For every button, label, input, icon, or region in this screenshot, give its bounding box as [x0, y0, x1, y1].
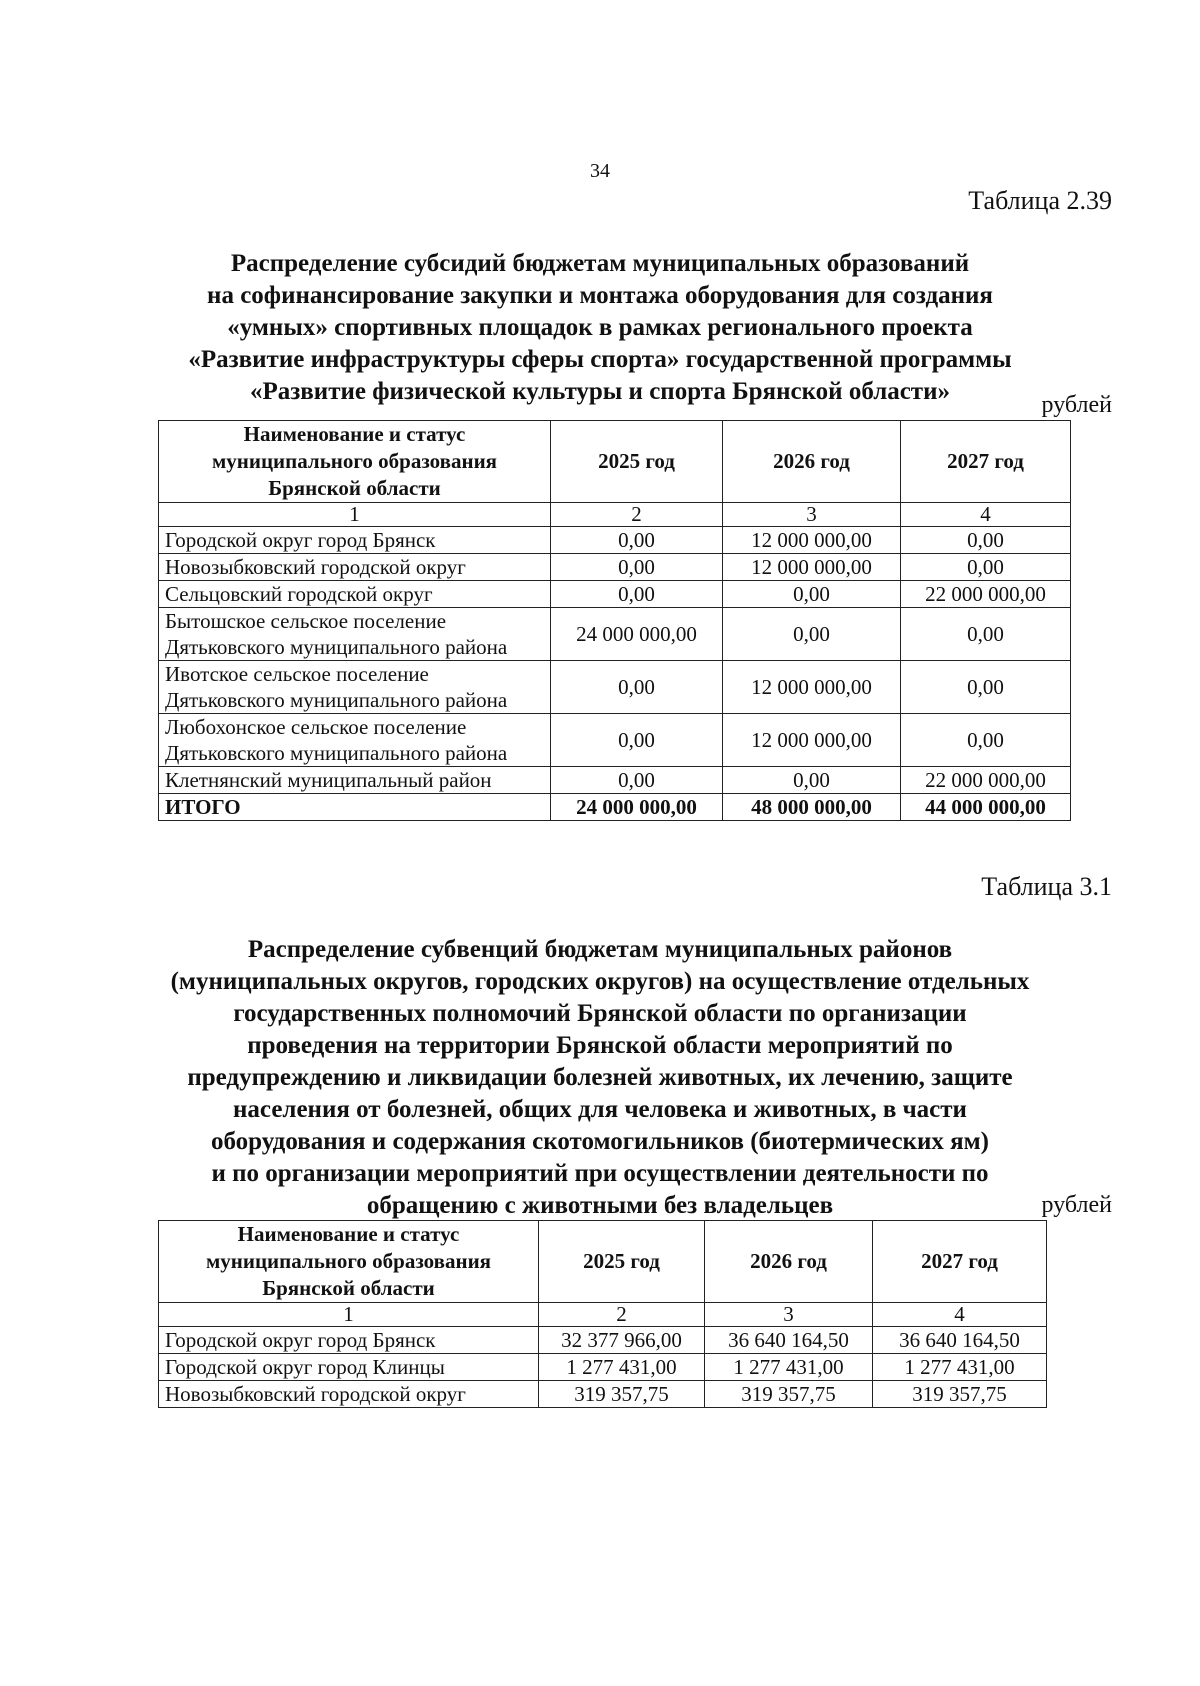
row-value-y2027: 0,00 [901, 554, 1071, 581]
total-label: ИТОГО [159, 794, 551, 821]
table1-index-row [159, 503, 1071, 527]
row-value-y2026: 0,00 [723, 608, 901, 661]
table2-index-row [159, 1303, 1047, 1327]
row-value-y2026: 0,00 [723, 581, 901, 608]
row-value-y2026: 0,00 [723, 767, 901, 794]
table2-label: Таблица 3.1 [981, 872, 1112, 901]
row-value-y2025: 0,00 [551, 554, 723, 581]
table1-title [140, 248, 1060, 408]
title-line: проведения на территории Брянской области мероприятий по [247, 1032, 953, 1059]
row-value-y2026: 12 000 000,00 [723, 554, 901, 581]
table2 [158, 1220, 1047, 1408]
page-number: 34 [590, 160, 610, 182]
header-line: муниципального образования [205, 1249, 492, 1273]
row-name: Городской округ город Клинцы [159, 1354, 539, 1381]
header-line: Брянской области [262, 1276, 435, 1300]
table1-header-row [159, 421, 1071, 503]
title-line: предупреждению и ликвидации болезней животных, их лечению, защите [187, 1064, 1013, 1091]
table-row [159, 767, 1071, 794]
table-row [159, 661, 1071, 714]
header-line: Наименование и статус [243, 422, 466, 446]
row-value-y2026: 12 000 000,00 [723, 714, 901, 767]
title-line: населения от болезней, общих для человека и животных, в части [233, 1096, 967, 1123]
row-value-y2027: 22 000 000,00 [901, 767, 1071, 794]
table1-header-name [159, 421, 551, 503]
row-value-y2025: 32 377 966,00 [539, 1327, 705, 1354]
row-value-y2026: 12 000 000,00 [723, 661, 901, 714]
index-cell: 4 [873, 1303, 1047, 1327]
row-value-y2027: 0,00 [901, 608, 1071, 661]
row-name: Любохонское сельское поселение Дятьковского муниципального района [159, 714, 551, 767]
title-line: на софинансирование закупки и монтажа оборудования для создания [207, 282, 993, 309]
table-row [159, 714, 1071, 767]
table2-title [140, 934, 1060, 1222]
index-cell: 4 [901, 503, 1071, 527]
index-cell: 3 [723, 503, 901, 527]
row-value-y2025: 0,00 [551, 767, 723, 794]
header-line: Брянской области [268, 476, 441, 500]
row-name: Клетнянский муниципальный район [159, 767, 551, 794]
title-line: «Развитие физической культуры и спорта Брянской области» [249, 378, 950, 405]
index-cell: 3 [705, 1303, 873, 1327]
table1 [158, 420, 1071, 821]
row-name: Ивотское сельское поселение Дятьковского муниципального района [159, 661, 551, 714]
header-line: муниципального образования [211, 449, 498, 473]
row-value-y2026: 12 000 000,00 [723, 527, 901, 554]
table1-header-2025: 2025 год [551, 421, 723, 503]
table-row [159, 1381, 1047, 1408]
row-value-y2026: 1 277 431,00 [705, 1354, 873, 1381]
row-value-y2027: 22 000 000,00 [901, 581, 1071, 608]
title-line: Распределение субвенций бюджетам муниципальных районов [247, 936, 953, 963]
index-cell: 1 [159, 503, 551, 527]
row-name: Новозыбковский городской округ [159, 554, 551, 581]
row-name: Новозыбковский городской округ [159, 1381, 539, 1408]
table-row [159, 608, 1071, 661]
title-line: и по организации мероприятий при осуществлении деятельности по [211, 1160, 989, 1187]
row-value-y2026: 319 357,75 [705, 1381, 873, 1408]
table2-unit: рублей [1041, 1192, 1112, 1218]
table1-label: Таблица 2.39 [968, 186, 1112, 215]
table-row [159, 527, 1071, 554]
row-value-y2025: 0,00 [551, 581, 723, 608]
header-line: Наименование и статус [237, 1222, 460, 1246]
title-line: государственных полномочий Брянской области по организации [233, 1000, 967, 1027]
title-line: «Развитие инфраструктуры сферы спорта» государственной программы [188, 346, 1012, 373]
title-line: оборудования и содержания скотомогильников (биотермических ям) [211, 1128, 989, 1155]
title-line: обращению с животными без владельцев [366, 1192, 834, 1219]
row-value-y2027: 0,00 [901, 714, 1071, 767]
row-value-y2025: 24 000 000,00 [551, 608, 723, 661]
table-row [159, 554, 1071, 581]
row-value-y2027: 0,00 [901, 661, 1071, 714]
index-cell: 2 [551, 503, 723, 527]
index-cell: 2 [539, 1303, 705, 1327]
row-value-y2026: 36 640 164,50 [705, 1327, 873, 1354]
table-row [159, 581, 1071, 608]
row-value-y2027: 36 640 164,50 [873, 1327, 1047, 1354]
row-name: Городской округ город Брянск [159, 527, 551, 554]
row-value-y2025: 0,00 [551, 714, 723, 767]
table2-header-2025: 2025 год [539, 1221, 705, 1303]
title-line: «умных» спортивных площадок в рамках регионального проекта [227, 314, 973, 341]
title-line: (муниципальных округов, городских округов) на осуществление отдельных [170, 968, 1030, 995]
total-row [159, 794, 1071, 821]
row-name: Бытошское сельское поселение Дятьковского муниципального района [159, 608, 551, 661]
index-cell: 1 [159, 1303, 539, 1327]
row-name: Городской округ город Брянск [159, 1327, 539, 1354]
table-row [159, 1327, 1047, 1354]
table2-header-name [159, 1221, 539, 1303]
row-value-y2025: 1 277 431,00 [539, 1354, 705, 1381]
total-value-y2027: 44 000 000,00 [901, 794, 1071, 821]
table2-header-2027: 2027 год [873, 1221, 1047, 1303]
row-value-y2027: 319 357,75 [873, 1381, 1047, 1408]
total-value-y2026: 48 000 000,00 [723, 794, 901, 821]
table2-header-2026: 2026 год [705, 1221, 873, 1303]
row-name: Сельцовский городской округ [159, 581, 551, 608]
table2-header-row [159, 1221, 1047, 1303]
row-value-y2025: 319 357,75 [539, 1381, 705, 1408]
table1-header-2026: 2026 год [723, 421, 901, 503]
total-value-y2025: 24 000 000,00 [551, 794, 723, 821]
table1-header-2027: 2027 год [901, 421, 1071, 503]
table1-unit: рублей [1041, 392, 1112, 418]
row-value-y2025: 0,00 [551, 661, 723, 714]
row-value-y2025: 0,00 [551, 527, 723, 554]
row-value-y2027: 0,00 [901, 527, 1071, 554]
row-value-y2027: 1 277 431,00 [873, 1354, 1047, 1381]
title-line: Распределение субсидий бюджетам муниципальных образований [230, 250, 970, 277]
table-row [159, 1354, 1047, 1381]
